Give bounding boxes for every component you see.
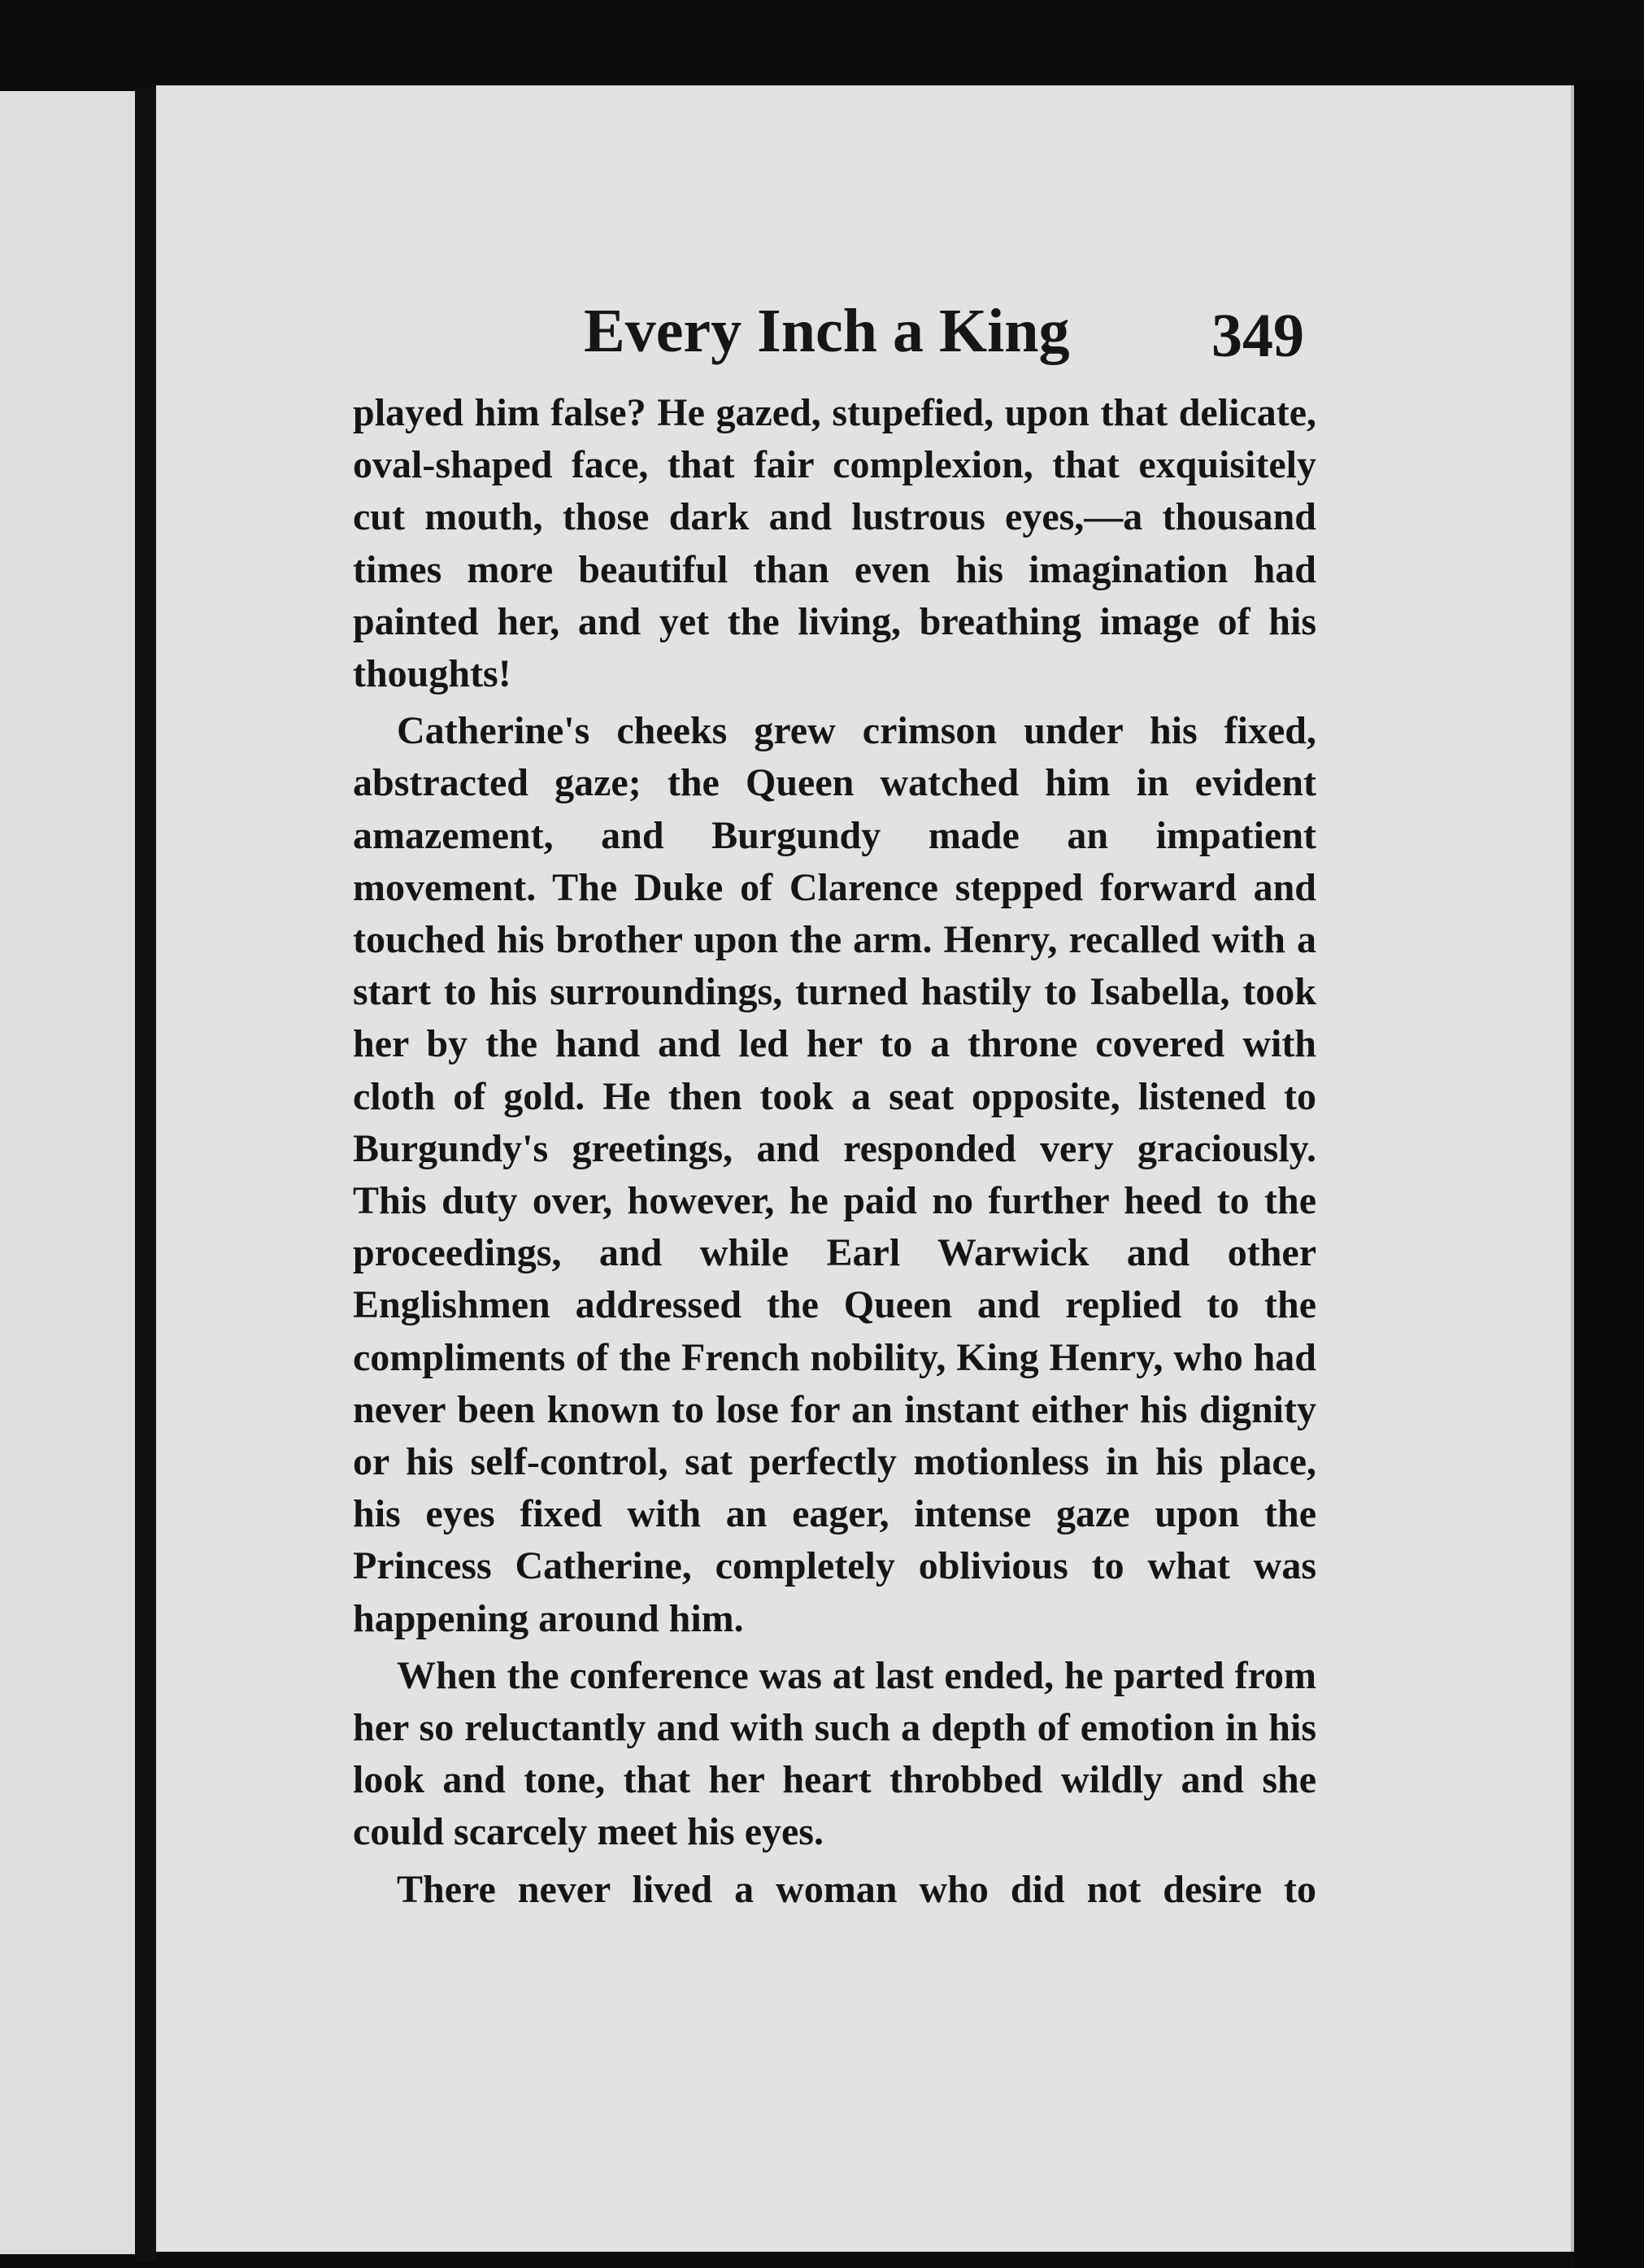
- running-head: [584, 286, 1316, 376]
- scan-background: [1574, 81, 1644, 2268]
- paragraph: When the conference was at last ended, he parted from her so reluctantly and with such a depth of emotion in his look and tone, that her heart throbbed wildly and she could scarcely meet his eyes.: [353, 1653, 1316, 1854]
- paragraph: There never lived a woman who did not desire to: [397, 1867, 1316, 1911]
- body-text: [353, 387, 1316, 1916]
- running-head-title: Every Inch a King: [584, 297, 1070, 365]
- book-spine: [135, 88, 156, 2261]
- paragraph: played him false? He gazed, stupefied, upon that delicate, oval-shaped face, that fair complexion, that exquisitely cut mouth, those dark and lustrous eyes,—a thousand times more beautiful than even his imagination had painted her, and yet the living, breathing image of his thoughts!: [353, 391, 1316, 696]
- page-number: 349: [1211, 302, 1304, 370]
- paragraph: Catherine's cheeks grew crimson under his fixed, abstracted gaze; the Queen watched him in evident amazement, and Burgundy made an impatient movement. The Duke of Clarence stepped forward and touched his brother upon the arm. Henry, recalled with a start to his surroundings, turned hastily to Isabella, took her by the hand and led her to a throne covered with cloth of gold. He then took a seat opposite, listened to Burgundy's greetings, and responded very graciously. This duty over, however, he paid no further heed to the proceedings, and while Earl Warwick and other Englishmen addressed the Queen and replied to the compliments of the French nobility, King Henry, who had never been known to lose for an instant either his dignity or his self-control, sat perfectly motionless in his place, his eyes fixed with an eager, intense gaze upon the Princess Catherine, completely oblivious to what was happening around him.: [353, 709, 1316, 1640]
- facing-page-edge: [0, 91, 135, 2254]
